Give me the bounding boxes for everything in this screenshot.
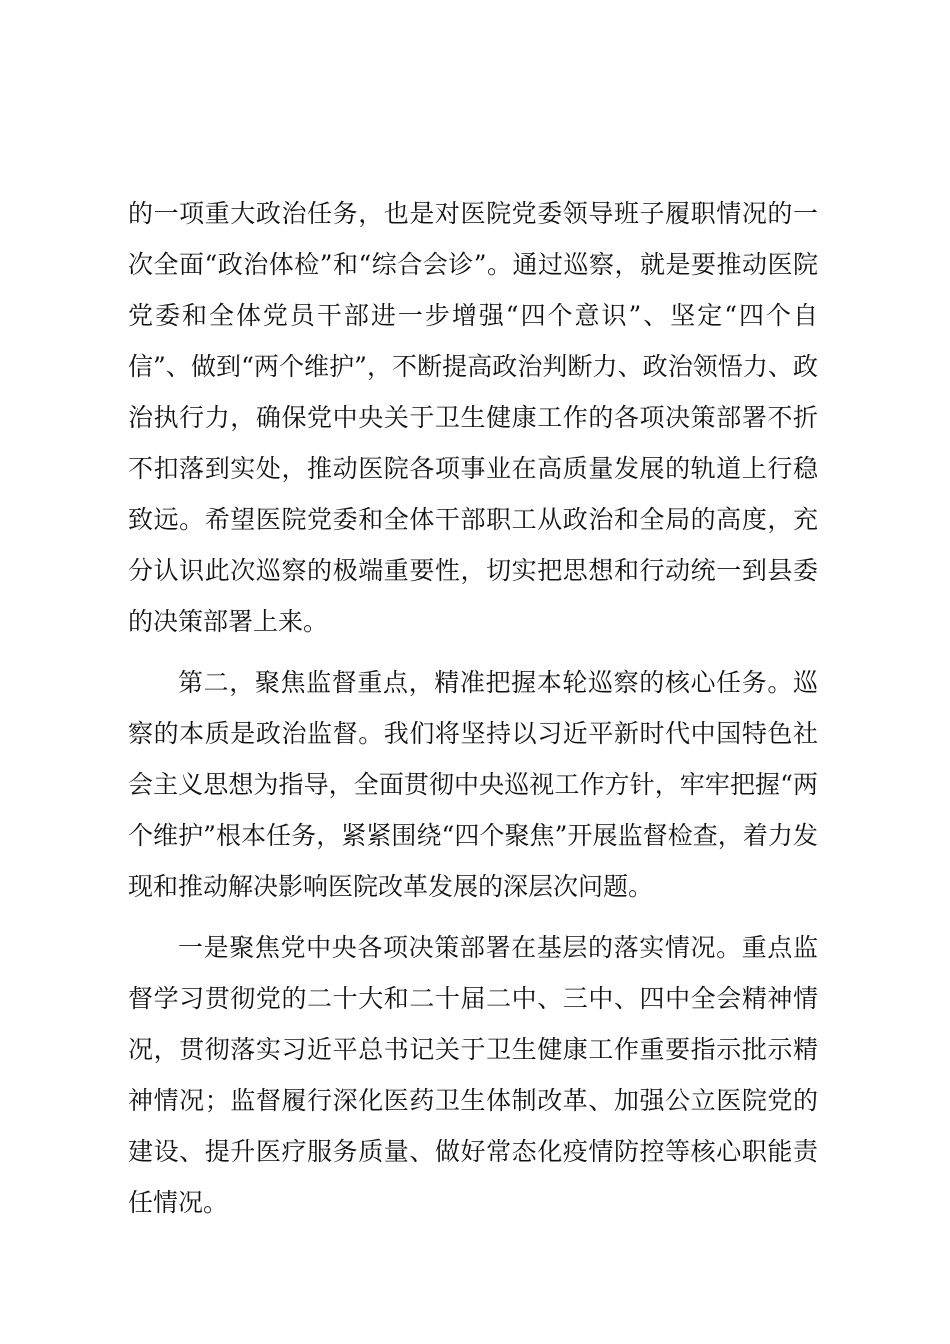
paragraph-continuation: 的一项重大政治任务，也是对医院党委领导班子履职情况的一次全面“政治体检”和“综合会诊”。通过巡察，就是要推动医院党委和全体党员干部进一步增强“四个意识”、坚定“四个自信”、做到“两个维护”，不断提高政治判断力、政治领悟力、政治执行力，确保党中央关于卫生健康工作的各项决策部署不折不扣落到实处，推动医院各项事业在高质量发展的轨道上行稳致远。希望医院党委和全体干部职工从政治和全局的高度，充分认识此次巡察的极端重要性，切实把思想和行动统一到县委的决策部署上来。 bbox=[128, 199, 818, 636]
paragraph-second-point: 第二，聚焦监督重点，精准把握本轮巡察的核心任务。巡察的本质是政治监督。我们将坚持以习近平新时代中国特色社会主义思想为指导，全面贯彻中央巡视工作方针，牢牢把握“两个维护”根本任务，紧紧围绕“四个聚焦”开展监督检查，着力发现和推动解决影响医院改革发展的深层次问题。 bbox=[128, 668, 818, 901]
document-body bbox=[128, 188, 818, 1238]
paragraph-first-focus: 一是聚焦党中央各项决策部署在基层的落实情况。重点监督学习贯彻党的二十大和二十届二中、三中、四中全会精神情况，贯彻落实习近平总书记关于卫生健康工作重要指示批示精神情况；监督履行深化医药卫生体制改革、加强公立医院党的建设、提升医疗服务质量、做好常态化疫情防控等核心职能责任情况。 bbox=[128, 933, 818, 1217]
